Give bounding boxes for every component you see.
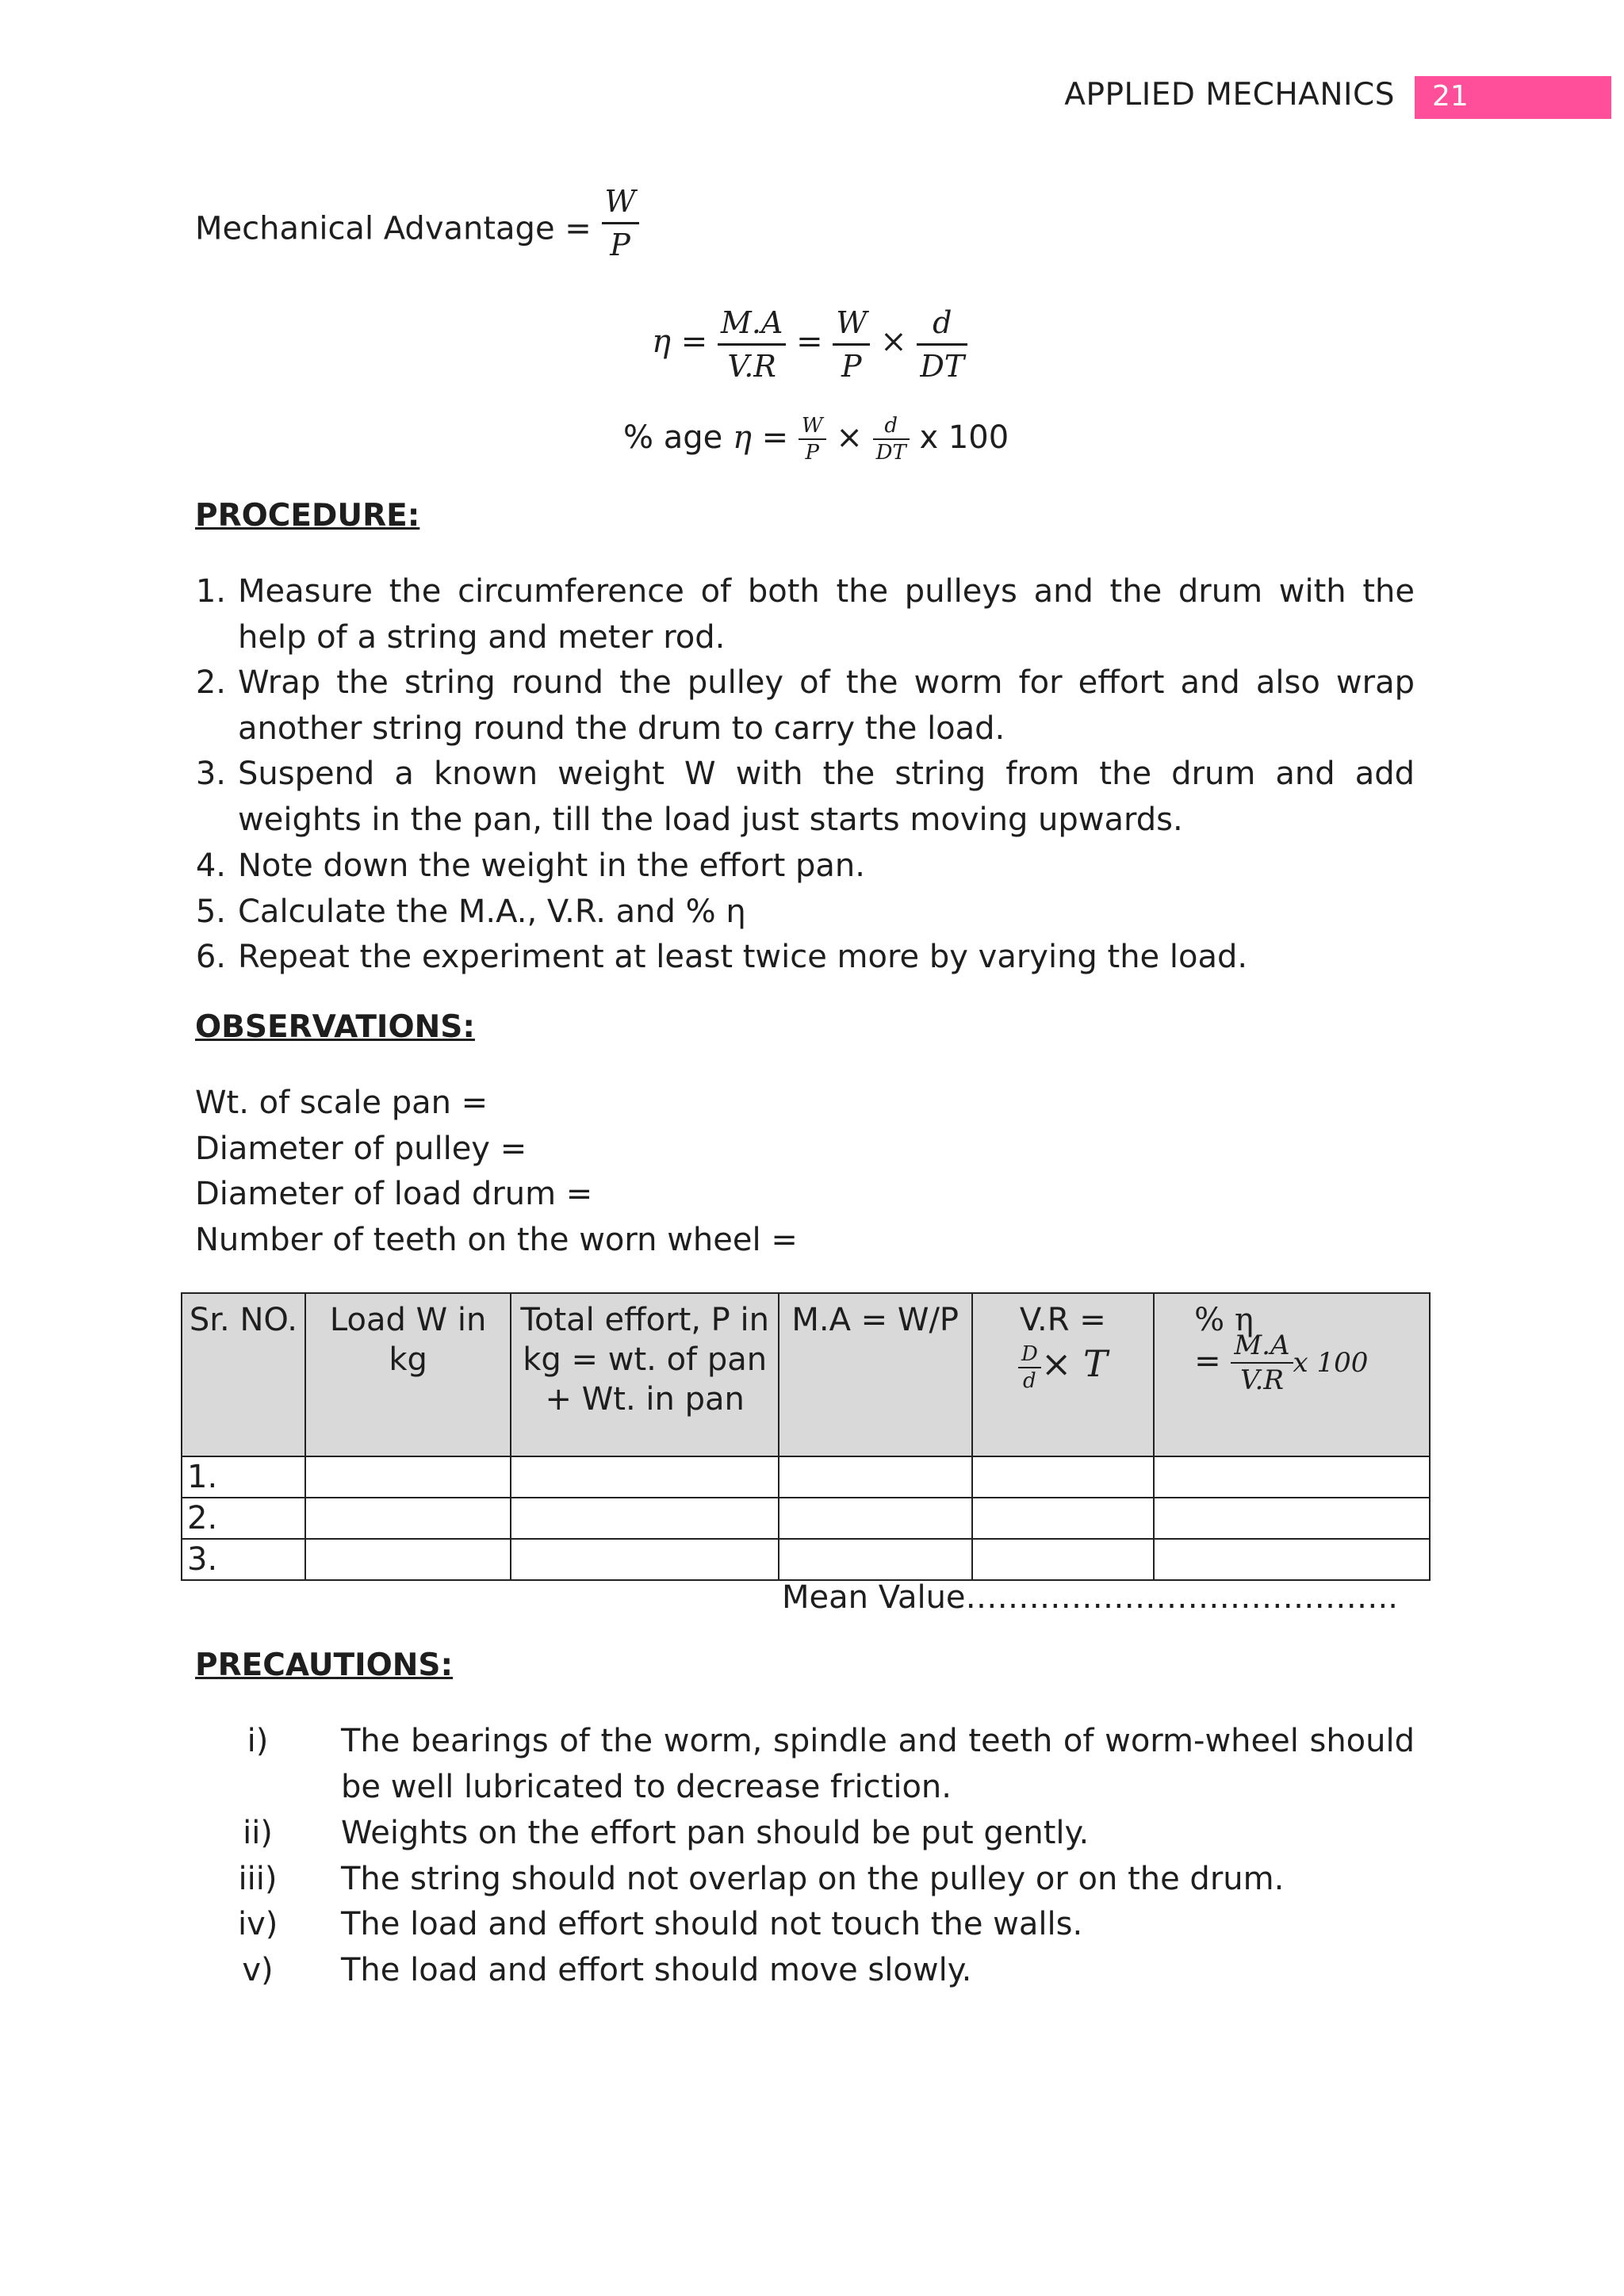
- procedure-heading: PROCEDURE:: [195, 498, 420, 534]
- col-total-effort: Total effort, P in kg = wt. of pan + Wt. in pan: [511, 1293, 778, 1456]
- table-row: 3.: [182, 1539, 1430, 1580]
- page-number: 21: [1432, 80, 1469, 113]
- procedure-item: 1. Measure the circumference of both the pulleys and the drum with the help of a string and meter rod.: [195, 573, 1415, 656]
- running-header-title: APPLIED MECHANICS: [1064, 77, 1395, 113]
- page-number-tab: [1415, 76, 1611, 119]
- d-over-dt-fraction: $\frac{d}{DT}$: [917, 302, 967, 387]
- procedure-item: 5. Calculate the M.A., V.R. and % η: [195, 894, 746, 930]
- col-load: Load W in kg: [305, 1293, 511, 1456]
- procedure-item: 6. Repeat the experiment at least twice more by varying the load.: [195, 939, 1248, 975]
- observation-line: Wt. of scale pan =: [195, 1085, 488, 1121]
- col-sr-no: Sr. NO.: [182, 1293, 305, 1456]
- procedure-item: 4. Note down the weight in the effort pan.: [195, 848, 865, 884]
- col-percent-efficiency: % η = $\frac{M.A}{V.R}$ x 100: [1154, 1293, 1430, 1456]
- ma-label: Mechanical Advantage =: [195, 210, 592, 247]
- percent-efficiency-formula: % age η = $\frac{W}{P}$ × $\frac{d}{DT}$ x 100: [623, 414, 1009, 465]
- procedure-item: 3. Suspend a known weight W with the string from the drum and add weights in the pan, till the load just starts moving upwards.: [195, 756, 1415, 838]
- efficiency-formula: η = $\frac{M.A}{V.R}$ = $\frac{W}{P}$ × $\frac{d}{DT}$: [652, 298, 967, 387]
- ma-over-vr-fraction: $\frac{M.A}{V.R}$: [718, 302, 786, 387]
- table-header-row: [182, 1293, 1430, 1456]
- observation-line: Number of teeth on the worn wheel =: [195, 1222, 798, 1258]
- col-vr: V.R = $\frac{D}{d}$ × T: [972, 1293, 1155, 1456]
- observation-line: Diameter of load drum =: [195, 1176, 593, 1212]
- table-row: 2.: [182, 1498, 1430, 1539]
- ma-fraction: $\frac{W}{P}$: [602, 181, 639, 266]
- col-ma: M.A = W/P: [779, 1293, 972, 1456]
- ma-formula: [195, 184, 639, 266]
- procedure-item: 2. Wrap the string round the pulley of the worm for effort and also wrap another string round the drum to carry the load.: [195, 664, 1415, 747]
- table-row: 1.: [182, 1456, 1430, 1498]
- precautions-heading: PRECAUTIONS:: [195, 1647, 454, 1683]
- w-over-p-fraction: $\frac{W}{P}$: [833, 302, 870, 387]
- observation-table: [181, 1292, 1431, 1581]
- observations-heading: OBSERVATIONS:: [195, 1009, 475, 1045]
- mean-value-line: Mean Value…………………………………..: [782, 1579, 1398, 1616]
- observation-line: Diameter of pulley =: [195, 1131, 527, 1167]
